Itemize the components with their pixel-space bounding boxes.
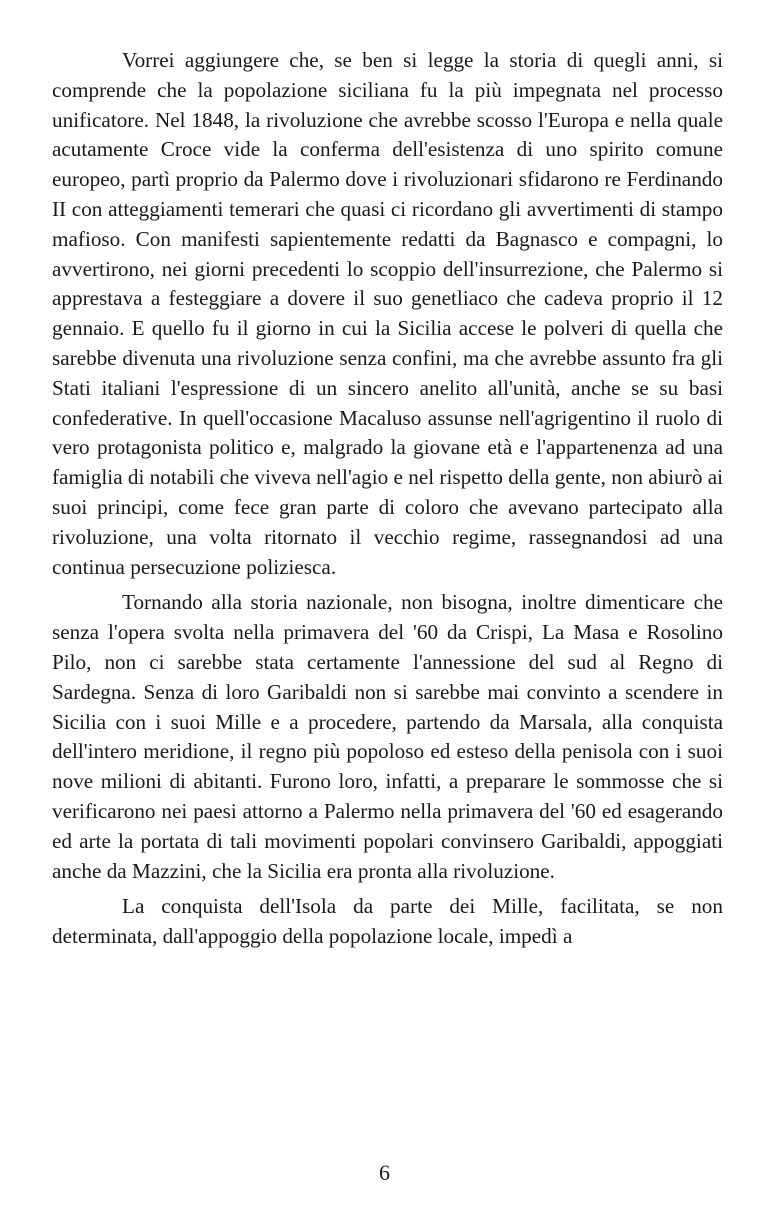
paragraph-1: Vorrei aggiungere che, se ben si legge la storia di quegli anni, si comprende che la popolazione siciliana fu la più impegnata nel processo unificatore. Nel 1848, la rivoluzione che avrebbe scosso l'Europa e nella quale acutamente Croce vide la conferma dell'esistenza di uno spirito comune europeo, partì proprio da Palermo dove i rivoluzionari sfidarono re Ferdinando II con atteggiamenti temerari che quasi ci ricordano gli avvertimenti di stampo mafioso. Con manifesti sapientemente redatti da Bagnasco e compagni, lo avvertirono, nei giorni precedenti lo scoppio dell'insurrezione, che Palermo si apprestava a festeggiare a dovere il suo genetliaco che cadeva proprio il 12 gennaio. E quello fu il giorno in cui la Sicilia accese le polveri di quella che sarebbe divenuta una rivoluzione senza confini, ma che avrebbe assunto fra gli Stati italiani l'espressione di un sincero anelito all'unità, anche se su basi confederative. In quell'occasione Macaluso assunse nell'agrigentino il ruolo di vero protagonista politico e, malgrado la giovane età e l'appartenenza ad una famiglia di notabili che viveva nell'agio e nel rispetto della gente, non abiurò ai suoi principi, come fece gran parte di coloro che avevano partecipato alla rivoluzione, una volta ritornato il vecchio regime, rassegnandosi ad una continua persecuzione poliziesca. — [52, 48, 724, 579]
paragraph-3: La conquista dell'Isola da parte dei Mille, facilitata, se non determinata, dall'appoggio della popolazione locale, impedì a — [52, 894, 723, 949]
body-text — [52, 46, 723, 952]
paragraph-2: Tornando alla storia nazionale, non bisogna, inoltre dimenticare che senza l'opera svolta nella primavera del '60 da Crispi, La Masa e Rosolino Pilo, non ci sarebbe stata certamente l'annessione del sud al Regno di Sardegna. Senza di loro Garibaldi non si sarebbe mai convinto a scendere in Sicilia con i suoi Mille e a procedere, partendo da Marsala, alla conquista dell'intero meridione, il regno più popoloso ed esteso della penisola con i suoi nove milioni di abitanti. Furono loro, infatti, a preparare le sommosse che si verificarono nei paesi attorno a Palermo nella primavera del '60 ed esagerando ed arte la portata di tali movimenti popolari convinsero Garibaldi, appoggiati anche da Mazzini, che la Sicilia era pronta alla rivoluzione. — [52, 590, 723, 883]
page-number: 6 — [379, 1160, 390, 1185]
